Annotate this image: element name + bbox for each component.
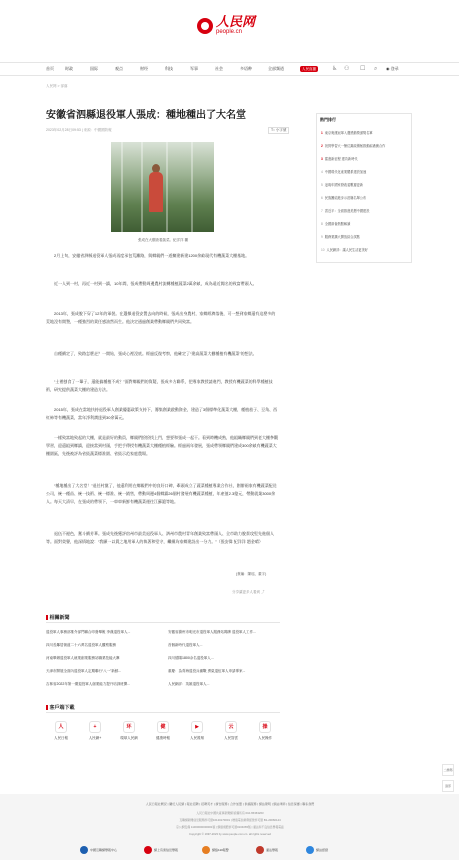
site-footer bbox=[0, 794, 459, 860]
nav-item-all-channels[interactable]: 全部频道 bbox=[268, 66, 284, 71]
footer-badges bbox=[80, 845, 380, 855]
harmful-info-icon bbox=[144, 846, 152, 854]
nav-item-society[interactable]: 社会 bbox=[215, 66, 223, 71]
hot-item[interactable]: 10 人民網評：讓人民生活更美好 bbox=[321, 248, 368, 252]
people-daily-app-icon: 人 bbox=[55, 721, 67, 733]
illegal-report-badge[interactable]: 違法舉報 bbox=[256, 845, 278, 854]
article-paragraph: “土裡刨食了一輩子，還能搞種植不成？”面對鄉親們的質疑，張成多方聯系，把專家教授請進門，教授有機蔬菜的科學種植技術，研究提供蔬菜大棚的建造方法。 bbox=[46, 379, 273, 392]
hot-item[interactable]: 7 習近平：全面推進美麗中國建設 bbox=[321, 209, 370, 213]
hot-item[interactable]: 9 服務業擴大開放綜合試點 bbox=[321, 235, 360, 239]
police-110-badge[interactable]: 網絡110報警 bbox=[202, 845, 229, 854]
related-news-link[interactable]: 四川長鄰居街道二十六萬名退役軍人觀察服務 bbox=[46, 643, 116, 647]
app-people-plus[interactable]: + 人民網+ bbox=[80, 721, 110, 741]
app-people-ops[interactable]: 操 人民操作 bbox=[250, 721, 280, 741]
related-news-link[interactable]: 安徽省滁州市明光市退役軍人服務站揭牌 退役軍人工作... bbox=[168, 630, 256, 634]
article-title: 安徽省泗縣退役軍人張成：種地種出了大名堂 bbox=[46, 110, 246, 121]
search-icon[interactable]: ⌕ bbox=[374, 66, 378, 72]
nav-item-politics[interactable]: 时政 bbox=[65, 66, 73, 71]
related-news-link[interactable]: 河南舉辦退役軍人就業創業服務站職業技能大賽 bbox=[46, 656, 120, 660]
site-certification-icon bbox=[306, 846, 314, 854]
share-link[interactable] bbox=[232, 590, 264, 595]
global-people-app-icon: 环 bbox=[123, 721, 135, 733]
app-people-daily[interactable]: 人 人民日報 bbox=[46, 721, 76, 741]
font-size-toggle[interactable]: T↕ 小字號 bbox=[268, 127, 289, 134]
breadcrumb[interactable]: 人民网 > 部落 bbox=[46, 84, 68, 88]
related-news-link[interactable]: 吉林省2022年第一期退役軍人創業能力提升培訓班開... bbox=[46, 682, 131, 686]
related-divider bbox=[46, 622, 280, 623]
elder-mode-icon[interactable]: ⚇ bbox=[344, 66, 350, 72]
hot-item[interactable]: 3 奮進新征程 建功新時代 bbox=[321, 157, 358, 161]
article-meta: 2023年02月28日09:53 | 来源：中國國防報 bbox=[46, 128, 112, 132]
login-label: 登录 bbox=[390, 66, 399, 71]
illegal-report-icon bbox=[256, 846, 264, 854]
article-paragraph: 自種續定了，致路怎麼走？一開始，張成心裡沒底。經過反復考察，他確定了“建高蔬菜大棚種植有機蔬菜”的想法。 bbox=[54, 351, 257, 356]
report-center-badge[interactable]: 中國互聯網舉報中心 bbox=[80, 845, 117, 854]
hot-item[interactable]: 1 東京奧運冠軍入選感動獎頒獎名單 bbox=[321, 131, 373, 135]
article-paragraph: 退伍不褪色，奮斗續芳華。張成先後獲評宿州市最美退役軍人、泗州市農村青年創業致富帶頭人、全市助力脫貧攻堅先進個人等。面對榮譽，他深情地說：“我願一以貫之地用軍人的執著和堅守，繼續為家鄉建設出一分力。”（張安偉 紀洋洋 趙金晴） bbox=[46, 531, 274, 544]
nav-item-opinion[interactable]: 观点 bbox=[115, 66, 123, 71]
nav-item-finance[interactable]: 财经 bbox=[140, 66, 148, 71]
nav-item-international[interactable]: 国际 bbox=[90, 66, 98, 71]
people-ops-app-icon: 操 bbox=[259, 721, 271, 733]
app-health-times[interactable]: 健 健康時報 bbox=[148, 721, 178, 741]
article-paragraph: 近一人到一村，再近一村到一鎮，10年間，張成帶動周邊農村流轉種植蔬菜2萬余畝，成為遠近聞名的致富帶頭人。 bbox=[54, 281, 257, 286]
logo-mark-icon bbox=[197, 18, 213, 34]
accessibility-icon[interactable]: ♿ bbox=[332, 66, 338, 72]
harmful-info-badge[interactable]: 網上有害信息舉報 bbox=[144, 845, 178, 854]
hot-item[interactable]: 2 祝賀學習大一簡位黨政積極推動滬港澳合作 bbox=[321, 144, 386, 148]
footer-line: 互聯網新聞信息服務許可證10120170001 | 增值電信業務經營許可證 B1-20060144 bbox=[179, 818, 281, 822]
logo-name-cn: 人民网 bbox=[216, 15, 256, 30]
health-times-app-icon: 健 bbox=[157, 721, 169, 733]
nav-item-multilingual[interactable]: 多语种 bbox=[240, 66, 252, 71]
article-paragraph: 一樣致富地致起的大棚，就是最好的動員，鄉親們紛紛找上門，想要和張成一起干。看到時機成熟，他組織鄉親們到老大棚參觀學習，迎還組到鄉鎮，迎接當到村頭，手把手傳授有機蔬菜大棚種植經驗。經過兩年發展，張成帶領鄉親們建成300余畝有機蔬菜大棚園區，先後被評為省級蔬菜標准園、省級示范家庭農場。 bbox=[46, 435, 278, 456]
article-paragraph: 2013年，張成脫下穿了12年的軍裝。在選擇退役安置去向的時候，張成出身農村，家鄉經濟落後，可一想到家鄉還有這麼多的荒地沒有開墾，一種強烈的責任感油然而生。他決定通過創業帶動鄉親們共同致富。 bbox=[46, 311, 276, 324]
article-paragraph: 2015年，張成在當地扶持退役軍人創業優惠政策支持下，籌集創業啟動資金，建造了3個標準化蔬菜大棚，種植茄子、豆角、西紅柿等有機蔬菜，當年淨利潤達到30余萬元。 bbox=[46, 407, 278, 420]
related-news-link[interactable]: 首個新時代退役軍人... bbox=[168, 643, 203, 647]
footer-links[interactable]: 人民日報社概況 | 關於人民網 | 報社招聘 | 招聘英才 | 廣告服務 | 合作加盟 | 供稿服務 | 網站聲明 | 網站律師 | 信息保護 | 聯系我們 bbox=[145, 802, 315, 806]
downloads-divider bbox=[46, 712, 280, 713]
related-news-link[interactable]: 人民網評：英雄退役軍人... bbox=[168, 682, 210, 686]
related-news-link[interactable]: 天津市開展全面內退役軍人定期聯行“八一”新鮮... bbox=[46, 669, 122, 673]
app-people-cloud[interactable]: 云 人民智雲 bbox=[216, 721, 246, 741]
downloads-title: 客戶端下載 bbox=[46, 704, 75, 711]
app-downloads bbox=[46, 721, 286, 751]
related-news-link[interactable]: 重慶：為青海退役兵備戰 勇氣退伍軍人申請專家... bbox=[168, 669, 246, 673]
login-button[interactable] bbox=[386, 66, 399, 72]
related-news-link[interactable]: 四川德陽1800余名退役軍人... bbox=[168, 656, 214, 660]
photo-person bbox=[149, 172, 163, 212]
people-cloud-app-icon: 云 bbox=[225, 721, 237, 733]
hot-item[interactable]: 8 全國兩會熱點解讀 bbox=[321, 222, 351, 226]
article-editor: (責編：陳瑶、董宇) bbox=[236, 572, 267, 576]
article-paragraph: “種地種出了大名堂！”退任村黨了，他還利用在鄉親們中的良好口碑，牽頭成立了蔬菜種植專業合作社，創辦兩家有機蔬菜配送公司，統一種苗、統一技術、統一標准、統一銷售，帶動周邊4個鄉鎮26個村發展有機蔬菜種植，年產值2.3億元，帶動就業3000余人。每天大清早，在張成的帶領下，一車車新鮮有機蔬菜運往江蘇滬等地。 bbox=[46, 483, 277, 504]
app-people-video[interactable]: ▶ 人民視頻 bbox=[182, 721, 212, 741]
mobile-icon[interactable]: ☐ bbox=[360, 66, 366, 72]
nav-item-military[interactable]: 军事 bbox=[190, 66, 198, 71]
article-paragraph: 2月上旬，安徽省泗縣退役軍人張成再度承包荒灘路，與鄉親們一道擴建新建1200余畝現代有機蔬菜大棚基地。 bbox=[54, 253, 250, 258]
site-certification-badge[interactable]: 網站認證 bbox=[306, 845, 328, 854]
main-nav bbox=[0, 62, 459, 76]
share-icon: ⤴ bbox=[260, 590, 265, 594]
hot-item[interactable]: 5 這幾年國家發改委數據更新 bbox=[321, 183, 364, 187]
hot-ranking-panel bbox=[316, 113, 412, 263]
related-news-link[interactable]: 退役軍人事務部推介部門聯合印發舉報 李漢退役軍人... bbox=[46, 630, 131, 634]
share-label: 分享讓更多人看到 bbox=[232, 590, 260, 594]
logo-name-en: people.cn bbox=[216, 29, 243, 35]
nav-item-tech[interactable]: 科技 bbox=[165, 66, 173, 71]
hot-item[interactable]: 6 民族團結進步示范縣名單公布 bbox=[321, 196, 367, 200]
back-to-top-button[interactable]: 頂部 bbox=[442, 780, 454, 792]
site-logo[interactable] bbox=[197, 16, 255, 36]
police-110-icon bbox=[202, 846, 210, 854]
related-news-title: 相關新聞 bbox=[46, 614, 70, 621]
hot-ranking-title: 熱門排行 bbox=[320, 117, 336, 122]
footer-line: Copyright © 1997-2023 by www.people.com.cn. all rights reserved bbox=[189, 832, 271, 836]
report-center-icon bbox=[80, 846, 88, 854]
photo-caption: 張成在大棚查看蔬菜。紀洋洋 攝 bbox=[138, 238, 188, 242]
footer-line: 京公網安備 11000000000001號 | 網絡視聽許可證0104065號 | 違法和不良信息舉報電話 bbox=[176, 825, 284, 829]
hot-item[interactable]: 4 中國現代化產業體系建設加速 bbox=[321, 170, 367, 174]
footer-line: 人民日報社中國共產黨新聞網 版權所有 010-65363263 bbox=[196, 811, 264, 815]
nav-item-home[interactable]: 首页 bbox=[46, 66, 54, 71]
qr-code-button[interactable]: 二維碼 bbox=[442, 764, 454, 776]
people-plus-app-icon: + bbox=[89, 721, 101, 733]
live-badge[interactable]: 人民直播 bbox=[302, 67, 316, 71]
site-header bbox=[0, 0, 459, 56]
app-global-people[interactable]: 环 環球人民網 bbox=[114, 721, 144, 741]
user-icon: ◉ bbox=[386, 66, 390, 71]
people-video-app-icon: ▶ bbox=[191, 721, 203, 733]
article-photo bbox=[111, 142, 214, 232]
